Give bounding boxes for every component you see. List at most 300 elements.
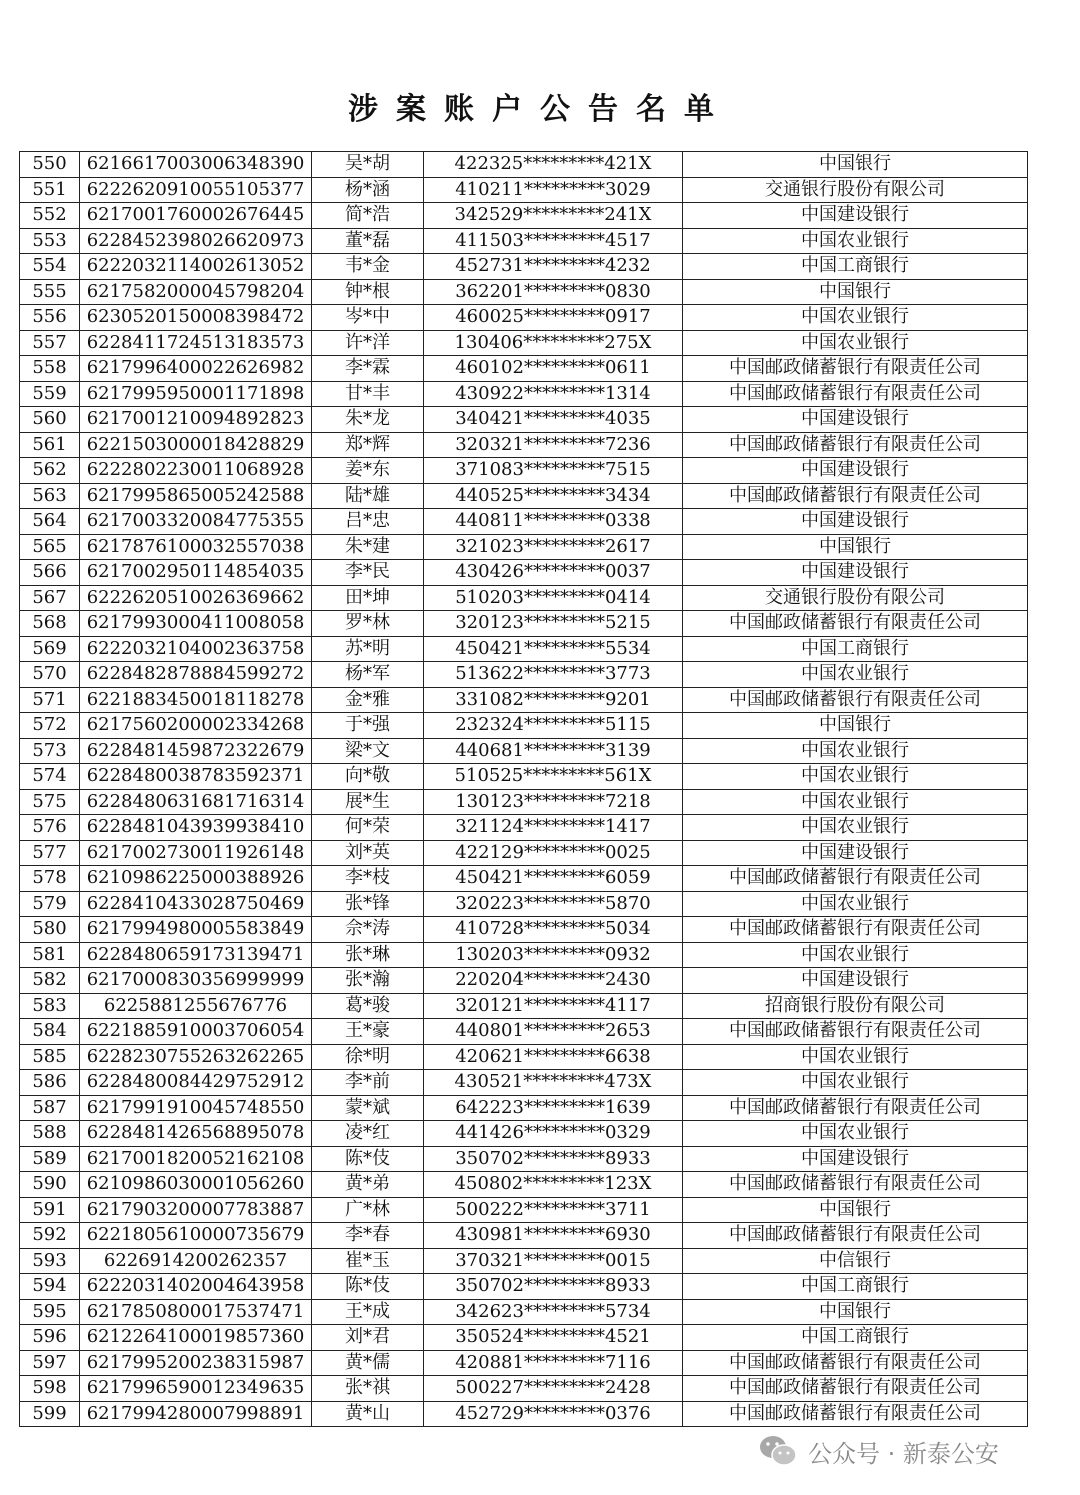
account-name-cell: 姜*东 [312,458,424,484]
row-number-cell: 556 [20,305,80,331]
row-number-cell: 593 [20,1248,80,1274]
bank-name-cell: 中国农业银行 [683,789,1028,815]
card-number-cell: 6228230755263262265 [80,1044,312,1070]
bank-name-cell: 中国邮政储蓄银行有限责任公司 [683,611,1028,637]
account-name-cell: 陆*雄 [312,483,424,509]
id-number-cell: 452729*********0376 [424,1401,683,1427]
row-number-cell: 594 [20,1274,80,1300]
account-name-cell: 许*洋 [312,330,424,356]
card-number-cell: 6217001820052162108 [80,1146,312,1172]
row-number-cell: 591 [20,1197,80,1223]
table-row [20,1325,1028,1351]
id-number-cell: 450421*********6059 [424,866,683,892]
card-number-cell: 6217876100032557038 [80,534,312,560]
watermark [758,1433,999,1469]
page-title: 涉案账户公告名单 [348,92,732,127]
id-number-cell: 410728*********5034 [424,917,683,943]
card-number-cell: 6228452398026620973 [80,228,312,254]
table-row [20,483,1028,509]
bank-name-cell: 中国邮政储蓄银行有限责任公司 [683,483,1028,509]
account-name-cell: 李*民 [312,560,424,586]
card-number-cell: 6221805610000735679 [80,1223,312,1249]
row-number-cell: 597 [20,1350,80,1376]
row-number-cell: 560 [20,407,80,433]
table-row [20,305,1028,331]
bank-name-cell: 中国农业银行 [683,1121,1028,1147]
table-row [20,1401,1028,1427]
card-number-cell: 6228480084429752912 [80,1070,312,1096]
row-number-cell: 557 [20,330,80,356]
bank-name-cell: 中国邮政储蓄银行有限责任公司 [683,1376,1028,1402]
table-row [20,738,1028,764]
table-row [20,432,1028,458]
bank-name-cell: 中国建设银行 [683,560,1028,586]
account-name-cell: 梁*文 [312,738,424,764]
id-number-cell: 430981*********6930 [424,1223,683,1249]
bank-name-cell: 中国邮政储蓄银行有限责任公司 [683,432,1028,458]
bank-name-cell: 中国建设银行 [683,458,1028,484]
bank-name-cell: 中国建设银行 [683,203,1028,229]
row-number-cell: 562 [20,458,80,484]
id-number-cell: 513622*********3773 [424,662,683,688]
account-name-cell: 李*前 [312,1070,424,1096]
bank-name-cell: 中国农业银行 [683,330,1028,356]
row-number-cell: 561 [20,432,80,458]
account-name-cell: 吕*忠 [312,509,424,535]
row-number-cell: 572 [20,713,80,739]
bank-name-cell: 中国农业银行 [683,815,1028,841]
row-number-cell: 571 [20,687,80,713]
account-name-cell: 李*霖 [312,356,424,382]
table-row [20,152,1028,178]
bank-name-cell: 中国农业银行 [683,1044,1028,1070]
table-row [20,713,1028,739]
card-number-cell: 6210986225000388926 [80,866,312,892]
id-number-cell: 460102*********0611 [424,356,683,382]
bank-name-cell: 中国建设银行 [683,509,1028,535]
row-number-cell: 554 [20,254,80,280]
id-number-cell: 321023*********2617 [424,534,683,560]
table-row [20,1095,1028,1121]
id-number-cell: 320123*********5215 [424,611,683,637]
account-name-cell: 田*坤 [312,585,424,611]
account-name-cell: 刘*英 [312,840,424,866]
account-name-cell: 董*磊 [312,228,424,254]
id-number-cell: 320121*********4117 [424,993,683,1019]
card-number-cell: 6228480631681716314 [80,789,312,815]
bank-name-cell: 中国邮政储蓄银行有限责任公司 [683,1019,1028,1045]
account-name-cell: 杨*涵 [312,177,424,203]
account-name-cell: 刘*君 [312,1325,424,1351]
row-number-cell: 553 [20,228,80,254]
id-number-cell: 371083*********7515 [424,458,683,484]
account-name-cell: 张*瀚 [312,968,424,994]
card-number-cell: 6221883450018118278 [80,687,312,713]
row-number-cell: 564 [20,509,80,535]
row-number-cell: 555 [20,279,80,305]
table-row [20,1350,1028,1376]
id-number-cell: 362201*********0830 [424,279,683,305]
id-number-cell: 410211*********3029 [424,177,683,203]
id-number-cell: 320223*********5870 [424,891,683,917]
table-row [20,381,1028,407]
card-number-cell: 6221885910003706054 [80,1019,312,1045]
bank-name-cell: 中国农业银行 [683,942,1028,968]
table-row [20,1121,1028,1147]
bank-name-cell: 中信银行 [683,1248,1028,1274]
card-number-cell: 6217000830356999999 [80,968,312,994]
card-number-cell: 6222032114002613052 [80,254,312,280]
card-number-cell: 6228480038783592371 [80,764,312,790]
table-row [20,662,1028,688]
account-name-cell: 佘*涛 [312,917,424,943]
id-number-cell: 232324*********5115 [424,713,683,739]
watermark-text: 公众号 · 新泰公安 [808,1439,999,1468]
account-name-cell: 李*枝 [312,866,424,892]
bank-name-cell: 中国银行 [683,1299,1028,1325]
card-number-cell: 6217991910045748550 [80,1095,312,1121]
table-row [20,279,1028,305]
bank-name-cell: 中国工商银行 [683,1274,1028,1300]
table-row [20,789,1028,815]
id-number-cell: 430521*********473X [424,1070,683,1096]
id-number-cell: 440811*********0338 [424,509,683,535]
bank-name-cell: 中国银行 [683,534,1028,560]
row-number-cell: 563 [20,483,80,509]
id-number-cell: 450802*********123X [424,1172,683,1198]
row-number-cell: 574 [20,764,80,790]
bank-name-cell: 中国银行 [683,1197,1028,1223]
card-number-cell: 6212264100019857360 [80,1325,312,1351]
bank-name-cell: 交通银行股份有限公司 [683,177,1028,203]
account-table-body [20,152,1028,1427]
account-name-cell: 葛*骏 [312,993,424,1019]
row-number-cell: 578 [20,866,80,892]
row-number-cell: 584 [20,1019,80,1045]
account-name-cell: 郑*辉 [312,432,424,458]
account-name-cell: 王*豪 [312,1019,424,1045]
row-number-cell: 577 [20,840,80,866]
id-number-cell: 340421*********4035 [424,407,683,433]
row-number-cell: 587 [20,1095,80,1121]
account-name-cell: 黄*儒 [312,1350,424,1376]
card-number-cell: 6228481043939938410 [80,815,312,841]
card-number-cell: 6217993000411008058 [80,611,312,637]
id-number-cell: 510525*********561X [424,764,683,790]
id-number-cell: 370321*********0015 [424,1248,683,1274]
card-number-cell: 6210986030001056260 [80,1172,312,1198]
id-number-cell: 331082*********9201 [424,687,683,713]
row-number-cell: 586 [20,1070,80,1096]
table-row [20,203,1028,229]
table-row [20,764,1028,790]
bank-name-cell: 中国农业银行 [683,228,1028,254]
card-number-cell: 6217995865005242588 [80,483,312,509]
account-name-cell: 向*敬 [312,764,424,790]
account-name-cell: 罗*林 [312,611,424,637]
row-number-cell: 558 [20,356,80,382]
table-row [20,1197,1028,1223]
id-number-cell: 420881*********7116 [424,1350,683,1376]
id-number-cell: 342623*********5734 [424,1299,683,1325]
bank-name-cell: 中国农业银行 [683,738,1028,764]
table-row [20,1146,1028,1172]
card-number-cell: 6217903200007783887 [80,1197,312,1223]
table-row [20,1044,1028,1070]
table-row [20,917,1028,943]
bank-name-cell: 中国工商银行 [683,636,1028,662]
card-number-cell: 6217001760002676445 [80,203,312,229]
bank-name-cell: 中国邮政储蓄银行有限责任公司 [683,866,1028,892]
account-name-cell: 广*林 [312,1197,424,1223]
row-number-cell: 550 [20,152,80,178]
account-name-cell: 凌*红 [312,1121,424,1147]
row-number-cell: 580 [20,917,80,943]
id-number-cell: 411503*********4517 [424,228,683,254]
row-number-cell: 567 [20,585,80,611]
row-number-cell: 552 [20,203,80,229]
account-name-cell: 张*琳 [312,942,424,968]
bank-name-cell: 中国建设银行 [683,1146,1028,1172]
id-number-cell: 130406*********275X [424,330,683,356]
table-row [20,942,1028,968]
table-row [20,1299,1028,1325]
id-number-cell: 422129*********0025 [424,840,683,866]
row-number-cell: 579 [20,891,80,917]
bank-name-cell: 交通银行股份有限公司 [683,585,1028,611]
id-number-cell: 440681*********3139 [424,738,683,764]
id-number-cell: 500222*********3711 [424,1197,683,1223]
bank-name-cell: 中国银行 [683,152,1028,178]
card-number-cell: 6217995950001171898 [80,381,312,407]
table-row [20,687,1028,713]
table-row [20,815,1028,841]
wechat-icon [758,1434,798,1468]
account-name-cell: 陈*伎 [312,1146,424,1172]
card-number-cell: 6222032104002363758 [80,636,312,662]
row-number-cell: 581 [20,942,80,968]
bank-name-cell: 中国建设银行 [683,840,1028,866]
card-number-cell: 6228411724513183573 [80,330,312,356]
table-row [20,509,1028,535]
row-number-cell: 590 [20,1172,80,1198]
id-number-cell: 642223*********1639 [424,1095,683,1121]
table-row [20,840,1028,866]
account-name-cell: 朱*龙 [312,407,424,433]
row-number-cell: 575 [20,789,80,815]
row-number-cell: 596 [20,1325,80,1351]
card-number-cell: 6222620910055105377 [80,177,312,203]
account-name-cell: 陈*伎 [312,1274,424,1300]
card-number-cell: 6226914200262357 [80,1248,312,1274]
bank-name-cell: 中国邮政储蓄银行有限责任公司 [683,1401,1028,1427]
card-number-cell: 6225881255676776 [80,993,312,1019]
card-number-cell: 6217582000045798204 [80,279,312,305]
card-number-cell: 6221503000018428829 [80,432,312,458]
id-number-cell: 422325*********421X [424,152,683,178]
account-name-cell: 金*雅 [312,687,424,713]
id-number-cell: 440801*********2653 [424,1019,683,1045]
account-name-cell: 简*浩 [312,203,424,229]
table-row [20,636,1028,662]
bank-name-cell: 中国农业银行 [683,305,1028,331]
id-number-cell: 430922*********1314 [424,381,683,407]
row-number-cell: 573 [20,738,80,764]
card-number-cell: 6217995200238315987 [80,1350,312,1376]
id-number-cell: 320321*********7236 [424,432,683,458]
account-name-cell: 黄*山 [312,1401,424,1427]
bank-name-cell: 中国农业银行 [683,662,1028,688]
card-number-cell: 6217002730011926148 [80,840,312,866]
table-row [20,228,1028,254]
card-number-cell: 6217850800017537471 [80,1299,312,1325]
row-number-cell: 589 [20,1146,80,1172]
card-number-cell: 6217996590012349635 [80,1376,312,1402]
account-name-cell: 甘*丰 [312,381,424,407]
bank-name-cell: 中国农业银行 [683,891,1028,917]
bank-name-cell: 中国邮政储蓄银行有限责任公司 [683,356,1028,382]
id-number-cell: 350524*********4521 [424,1325,683,1351]
table-row [20,534,1028,560]
account-name-cell: 杨*军 [312,662,424,688]
bank-name-cell: 中国邮政储蓄银行有限责任公司 [683,381,1028,407]
table-row [20,585,1028,611]
bank-name-cell: 中国建设银行 [683,968,1028,994]
card-number-cell: 6228481459872322679 [80,738,312,764]
table-row [20,1223,1028,1249]
row-number-cell: 568 [20,611,80,637]
id-number-cell: 450421*********5534 [424,636,683,662]
account-name-cell: 何*荣 [312,815,424,841]
table-row [20,1376,1028,1402]
account-name-cell: 李*春 [312,1223,424,1249]
row-number-cell: 599 [20,1401,80,1427]
row-number-cell: 598 [20,1376,80,1402]
row-number-cell: 576 [20,815,80,841]
bank-name-cell: 中国银行 [683,279,1028,305]
bank-name-cell: 中国邮政储蓄银行有限责任公司 [683,1350,1028,1376]
row-number-cell: 559 [20,381,80,407]
card-number-cell: 6216617003006348390 [80,152,312,178]
card-number-cell: 6217994980005583849 [80,917,312,943]
account-name-cell: 朱*建 [312,534,424,560]
card-number-cell: 6217001210094892823 [80,407,312,433]
row-number-cell: 551 [20,177,80,203]
table-row [20,458,1028,484]
account-name-cell: 苏*明 [312,636,424,662]
bank-name-cell: 招商银行股份有限公司 [683,993,1028,1019]
account-table [19,151,1028,1427]
row-number-cell: 588 [20,1121,80,1147]
table-row [20,330,1028,356]
card-number-cell: 6222031402004643958 [80,1274,312,1300]
table-row [20,1248,1028,1274]
table-row [20,407,1028,433]
id-number-cell: 130203*********0932 [424,942,683,968]
card-number-cell: 6217003320084775355 [80,509,312,535]
row-number-cell: 592 [20,1223,80,1249]
id-number-cell: 220204*********2430 [424,968,683,994]
account-name-cell: 张*锋 [312,891,424,917]
id-number-cell: 350702*********8933 [424,1274,683,1300]
account-name-cell: 韦*金 [312,254,424,280]
row-number-cell: 585 [20,1044,80,1070]
row-number-cell: 583 [20,993,80,1019]
bank-name-cell: 中国工商银行 [683,254,1028,280]
table-row [20,968,1028,994]
account-name-cell: 蒙*斌 [312,1095,424,1121]
bank-name-cell: 中国邮政储蓄银行有限责任公司 [683,1223,1028,1249]
table-row [20,1274,1028,1300]
bank-name-cell: 中国建设银行 [683,407,1028,433]
row-number-cell: 566 [20,560,80,586]
card-number-cell: 6228482878884599272 [80,662,312,688]
table-row [20,356,1028,382]
bank-name-cell: 中国邮政储蓄银行有限责任公司 [683,687,1028,713]
row-number-cell: 569 [20,636,80,662]
row-number-cell: 565 [20,534,80,560]
account-name-cell: 徐*明 [312,1044,424,1070]
account-name-cell: 张*祺 [312,1376,424,1402]
table-row [20,177,1028,203]
table-row [20,560,1028,586]
bank-name-cell: 中国农业银行 [683,1070,1028,1096]
id-number-cell: 130123*********7218 [424,789,683,815]
bank-name-cell: 中国邮政储蓄银行有限责任公司 [683,1095,1028,1121]
card-number-cell: 6217996400022626982 [80,356,312,382]
card-number-cell: 6228481426568895078 [80,1121,312,1147]
id-number-cell: 430426*********0037 [424,560,683,586]
id-number-cell: 342529*********241X [424,203,683,229]
card-number-cell: 6217002950114854035 [80,560,312,586]
account-name-cell: 岑*中 [312,305,424,331]
id-number-cell: 420621*********6638 [424,1044,683,1070]
card-number-cell: 6222802230011068928 [80,458,312,484]
card-number-cell: 6230520150008398472 [80,305,312,331]
id-number-cell: 321124*********1417 [424,815,683,841]
card-number-cell: 6217994280007998891 [80,1401,312,1427]
card-number-cell: 6222620510026369662 [80,585,312,611]
bank-name-cell: 中国工商银行 [683,1325,1028,1351]
id-number-cell: 441426*********0329 [424,1121,683,1147]
row-number-cell: 582 [20,968,80,994]
table-row [20,866,1028,892]
id-number-cell: 460025*********0917 [424,305,683,331]
bank-name-cell: 中国邮政储蓄银行有限责任公司 [683,1172,1028,1198]
id-number-cell: 440525*********3434 [424,483,683,509]
bank-name-cell: 中国邮政储蓄银行有限责任公司 [683,917,1028,943]
account-name-cell: 崔*玉 [312,1248,424,1274]
table-row [20,993,1028,1019]
table-row [20,611,1028,637]
card-number-cell: 6217560200002334268 [80,713,312,739]
card-number-cell: 6228480659173139471 [80,942,312,968]
account-name-cell: 于*强 [312,713,424,739]
table-row [20,1172,1028,1198]
id-number-cell: 510203*********0414 [424,585,683,611]
account-name-cell: 黄*弟 [312,1172,424,1198]
table-row [20,1019,1028,1045]
bank-name-cell: 中国农业银行 [683,764,1028,790]
bank-name-cell: 中国银行 [683,713,1028,739]
account-name-cell: 吴*胡 [312,152,424,178]
account-name-cell: 王*成 [312,1299,424,1325]
table-row [20,254,1028,280]
row-number-cell: 570 [20,662,80,688]
table-row [20,1070,1028,1096]
id-number-cell: 500227*********2428 [424,1376,683,1402]
row-number-cell: 595 [20,1299,80,1325]
